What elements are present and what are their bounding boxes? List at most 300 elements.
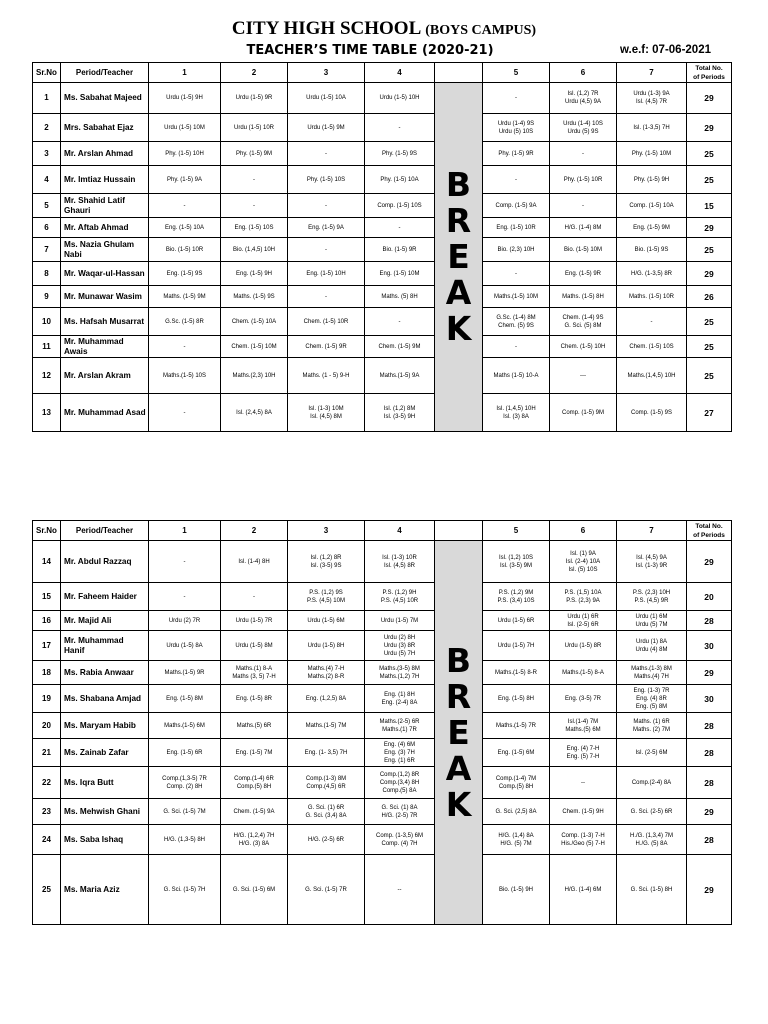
period-entry: Urdu (1-5) 10H bbox=[379, 95, 420, 101]
period-entry: Isl. (1-3) 10M bbox=[308, 405, 344, 412]
period-cell bbox=[617, 394, 687, 432]
period-cell bbox=[365, 83, 435, 114]
period-entry: H./G. (5) 8A bbox=[635, 840, 668, 847]
total-periods: 28 bbox=[687, 767, 732, 799]
break-letter: B bbox=[445, 640, 472, 680]
teacher-name: Mr. Waqar-ul-Hassan bbox=[61, 262, 149, 286]
period-entry: Urdu (1-3) 9A bbox=[633, 91, 670, 97]
period-cell bbox=[550, 631, 617, 661]
teacher-name: Ms. Zainab Zafar bbox=[61, 739, 149, 767]
period-cell bbox=[617, 83, 687, 114]
period-cell bbox=[550, 661, 617, 685]
period-entry: Isl. (1) 9A bbox=[570, 550, 596, 557]
teacher-row bbox=[33, 336, 732, 358]
period-cell bbox=[149, 114, 221, 142]
period-cell bbox=[617, 661, 687, 685]
period-cell bbox=[617, 308, 687, 336]
teacher-name: Mr. Imtiaz Hussain bbox=[61, 166, 149, 194]
period-cell bbox=[149, 767, 221, 799]
period-entry: P.S. (3,4) 10S bbox=[497, 597, 535, 604]
period-entry: Comp.(1-3) 8M bbox=[305, 775, 347, 782]
total-periods: 30 bbox=[687, 685, 732, 713]
period-cell bbox=[149, 83, 221, 114]
total-periods: 29 bbox=[687, 661, 732, 685]
period-entry: Urdu (1-5) 7R bbox=[235, 617, 273, 624]
period-entry: Urdu (1-5) 9R bbox=[235, 95, 273, 101]
period-entry: Maths.(2-5) 6R bbox=[379, 718, 420, 725]
period-entry: Maths.(1,4,5) 10H bbox=[627, 372, 676, 379]
period-cell bbox=[365, 685, 435, 713]
period-cell bbox=[221, 825, 288, 855]
period-entry: Urdu (5) 10S bbox=[498, 128, 534, 135]
header-period: 7 bbox=[617, 63, 687, 83]
period-entry: Urdu (2) 8H bbox=[383, 634, 416, 641]
serial-number: 22 bbox=[33, 767, 61, 799]
period-entry: - bbox=[325, 150, 327, 157]
serial-number: 7 bbox=[33, 238, 61, 262]
total-periods: 29 bbox=[687, 541, 732, 583]
period-cell bbox=[221, 83, 288, 114]
period-entry: Eng. (1-5) 9S bbox=[166, 270, 203, 277]
header-period: 5 bbox=[483, 63, 550, 83]
period-cell bbox=[221, 394, 288, 432]
period-cell bbox=[288, 631, 365, 661]
period-entry: H/G. (1-4) 8M bbox=[564, 224, 602, 231]
period-entry: H/G. (1,3-5) 8H bbox=[163, 836, 205, 843]
total-periods: 29 bbox=[687, 218, 732, 238]
period-cell bbox=[483, 358, 550, 394]
period-entry: Bio. (1-5) 9S bbox=[634, 246, 669, 253]
period-cell bbox=[617, 218, 687, 238]
period-cell bbox=[221, 661, 288, 685]
period-cell bbox=[288, 855, 365, 925]
period-entry: - bbox=[398, 124, 401, 131]
period-entry: Urdu (1-5) 9M bbox=[307, 124, 345, 131]
period-entry: Comp. (1-5) 10A bbox=[629, 202, 674, 209]
header-period: 5 bbox=[483, 521, 550, 541]
period-entry: Comp.(5) 8H bbox=[498, 783, 534, 790]
period-cell bbox=[288, 286, 365, 308]
period-cell bbox=[221, 799, 288, 825]
period-cell bbox=[483, 631, 550, 661]
teacher-name: Mr. Shahid Latif Ghauri bbox=[61, 194, 149, 218]
teacher-name: Ms. Maryam Habib bbox=[61, 713, 149, 739]
period-cell bbox=[149, 286, 221, 308]
period-entry: Comp. (1-5) 9A bbox=[495, 202, 537, 209]
period-entry: Isl. (1-3,5) 7H bbox=[633, 124, 670, 131]
period-cell bbox=[149, 394, 221, 432]
serial-number: 18 bbox=[33, 661, 61, 685]
teacher-name: Ms. Saba Ishaq bbox=[61, 825, 149, 855]
period-entry: - bbox=[325, 293, 327, 300]
period-entry: Maths.(2,3) 10H bbox=[232, 372, 276, 379]
period-cell bbox=[221, 308, 288, 336]
period-entry: G. Sci. (5) 8M bbox=[564, 322, 602, 329]
period-entry: Phy. (1-5) 10S bbox=[306, 176, 346, 183]
period-entry: Eng. (1-5) 8H bbox=[497, 695, 534, 702]
period-entry: Bio. (1-5) 9R bbox=[382, 246, 417, 253]
period-entry: Eng. (4) 8R bbox=[636, 695, 667, 702]
period-entry: Urdu (5) 7H bbox=[383, 650, 416, 657]
period-entry: Phy. (1-5) 10H bbox=[165, 150, 204, 157]
period-cell bbox=[550, 611, 617, 631]
period-entry: - bbox=[650, 318, 653, 325]
period-entry: H/G. (2-5) 7R bbox=[381, 812, 418, 819]
period-entry: Isl. (1,2) 7R bbox=[567, 91, 599, 97]
teacher-row bbox=[33, 799, 732, 825]
period-entry: Eng. (1-3) 7R bbox=[633, 687, 670, 694]
period-entry: Eng. (1) 8H bbox=[384, 691, 415, 698]
header-row bbox=[33, 63, 732, 83]
period-entry: - bbox=[582, 202, 584, 209]
period-cell bbox=[221, 262, 288, 286]
teacher-name: Mr. Muhammad Awais bbox=[61, 336, 149, 358]
total-periods: 25 bbox=[687, 308, 732, 336]
period-cell bbox=[288, 799, 365, 825]
teacher-row bbox=[33, 661, 732, 685]
period-cell bbox=[149, 358, 221, 394]
period-cell bbox=[550, 713, 617, 739]
period-cell bbox=[365, 262, 435, 286]
teacher-row bbox=[33, 218, 732, 238]
period-entry: Urdu (3) 8R bbox=[383, 642, 416, 649]
period-cell bbox=[483, 394, 550, 432]
period-cell bbox=[550, 238, 617, 262]
serial-number: 13 bbox=[33, 394, 61, 432]
period-entry: Maths.(1-5) 9R bbox=[164, 669, 205, 676]
period-cell bbox=[149, 631, 221, 661]
period-entry: Urdu (1-5) 7M bbox=[380, 617, 419, 624]
header-srno: Sr.No bbox=[33, 63, 61, 83]
period-entry: Eng. (1-5) 6M bbox=[497, 749, 535, 756]
period-entry: Comp. (1-5) 9S bbox=[630, 409, 672, 416]
period-entry: Urdu (5) 7M bbox=[635, 621, 668, 628]
period-entry: Urdu (1-4) 9S bbox=[497, 120, 535, 127]
serial-number: 6 bbox=[33, 218, 61, 238]
period-entry: Urdu (1-5) 6R bbox=[497, 617, 535, 624]
header-period: 4 bbox=[365, 521, 435, 541]
period-entry: Comp. (1-5) 9M bbox=[561, 409, 604, 416]
header-break-gap bbox=[435, 521, 483, 541]
period-cell bbox=[617, 166, 687, 194]
period-entry: Eng. (1-5) 10R bbox=[496, 224, 536, 231]
period-entry: Isl. (1-3) 10R bbox=[382, 554, 417, 561]
teacher-name: Ms. Mehwish Ghani bbox=[61, 799, 149, 825]
break-letter: A bbox=[445, 273, 472, 312]
period-cell bbox=[617, 583, 687, 611]
period-entry: Maths. (1-5) 9S bbox=[233, 293, 275, 300]
period-cell bbox=[365, 583, 435, 611]
period-entry: Bio. (1-5) 9H bbox=[498, 886, 533, 893]
period-cell bbox=[617, 238, 687, 262]
header-total-line1: Total No. bbox=[695, 522, 723, 530]
period-cell bbox=[288, 583, 365, 611]
period-entry: G. Sci. (3,4) 8A bbox=[305, 812, 347, 819]
break-letter: K bbox=[445, 784, 472, 824]
period-entry: H/G. (3) 8A bbox=[238, 840, 270, 847]
period-entry: Eng. (1-5) 9R bbox=[564, 270, 601, 277]
period-cell bbox=[221, 739, 288, 767]
period-entry: Maths. (2) 7M bbox=[632, 726, 670, 733]
period-entry: - bbox=[515, 176, 517, 183]
break-column bbox=[435, 83, 483, 432]
period-cell bbox=[149, 713, 221, 739]
period-cell bbox=[483, 541, 550, 583]
period-cell bbox=[617, 799, 687, 825]
period-cell bbox=[221, 541, 288, 583]
period-entry: Urdu (1) 8A bbox=[635, 638, 667, 645]
period-cell bbox=[617, 194, 687, 218]
period-entry: P.S. (1,2) 9H bbox=[382, 589, 417, 596]
period-cell bbox=[221, 238, 288, 262]
period-entry: Isl. (3-5) 9S bbox=[310, 562, 342, 569]
period-cell bbox=[365, 394, 435, 432]
period-cell bbox=[221, 218, 288, 238]
period-cell bbox=[288, 739, 365, 767]
teacher-row bbox=[33, 825, 732, 855]
period-entry: Maths (1-5) 10-A bbox=[493, 372, 539, 379]
period-entry: Urdu (4) 8M bbox=[635, 646, 668, 653]
header-period: 7 bbox=[617, 521, 687, 541]
period-entry: Maths. (1 - 5) 9-H bbox=[302, 372, 350, 379]
period-entry: Isl. (2,4,5) 8A bbox=[236, 409, 272, 416]
period-entry: Eng. (1-5) 9A bbox=[308, 224, 344, 231]
period-entry: Maths (3, 5) 7-H bbox=[232, 673, 276, 680]
period-entry: Maths.(1-5) 9A bbox=[379, 372, 420, 379]
serial-number: 12 bbox=[33, 358, 61, 394]
header-period: 4 bbox=[365, 63, 435, 83]
period-entry: G. Sci. (1) 8A bbox=[381, 804, 418, 811]
serial-number: 4 bbox=[33, 166, 61, 194]
period-entry: Urdu (2) 7R bbox=[168, 617, 201, 624]
period-cell bbox=[365, 661, 435, 685]
period-entry: -- bbox=[397, 886, 402, 893]
period-entry: Maths.(1-3) 8M bbox=[631, 665, 672, 672]
teacher-row bbox=[33, 166, 732, 194]
period-cell bbox=[550, 825, 617, 855]
period-cell bbox=[365, 142, 435, 166]
period-entry: Isl. (4,5) 8M bbox=[310, 413, 342, 420]
period-cell bbox=[617, 855, 687, 925]
period-cell bbox=[365, 238, 435, 262]
total-periods: 25 bbox=[687, 238, 732, 262]
period-cell bbox=[288, 336, 365, 358]
teacher-row bbox=[33, 855, 732, 925]
period-cell bbox=[365, 308, 435, 336]
total-periods: 26 bbox=[687, 286, 732, 308]
serial-number: 19 bbox=[33, 685, 61, 713]
period-entry: Eng. (1-5) 10A bbox=[164, 224, 205, 231]
period-entry: Isl. (3-5) 9H bbox=[383, 413, 416, 420]
period-entry: Eng. (5) 7-H bbox=[566, 753, 600, 760]
period-cell bbox=[221, 142, 288, 166]
period-cell bbox=[617, 114, 687, 142]
period-cell bbox=[288, 262, 365, 286]
period-cell bbox=[288, 713, 365, 739]
period-entry: Urdu (5) 9S bbox=[567, 128, 599, 135]
period-entry: Maths.(1) 8-A bbox=[235, 665, 273, 672]
teacher-row bbox=[33, 685, 732, 713]
period-entry: Comp.(1-4) 7M bbox=[495, 775, 537, 782]
period-cell bbox=[483, 661, 550, 685]
total-periods: 29 bbox=[687, 114, 732, 142]
serial-number: 10 bbox=[33, 308, 61, 336]
period-entry: Urdu (4,5) 9A bbox=[564, 99, 601, 105]
period-cell bbox=[550, 394, 617, 432]
period-entry: Urdu (1-5) 9H bbox=[166, 95, 203, 101]
teacher-row bbox=[33, 583, 732, 611]
period-entry: Chem. (1-5) 9R bbox=[305, 343, 347, 350]
period-cell bbox=[483, 83, 550, 114]
teacher-name: Ms. Rabia Anwaar bbox=[61, 661, 149, 685]
period-cell bbox=[149, 541, 221, 583]
period-cell bbox=[149, 336, 221, 358]
period-entry: Phy. (1-5) 9R bbox=[498, 150, 534, 157]
period-cell bbox=[617, 262, 687, 286]
period-cell bbox=[617, 336, 687, 358]
total-periods: 25 bbox=[687, 358, 732, 394]
period-entry: G. Sci. (1-5) 7R bbox=[305, 886, 347, 893]
total-periods: 29 bbox=[687, 855, 732, 925]
period-cell bbox=[221, 767, 288, 799]
period-entry: Phy. (1-5) 9S bbox=[382, 150, 417, 157]
total-periods: 29 bbox=[687, 83, 732, 114]
total-periods: 15 bbox=[687, 194, 732, 218]
period-cell bbox=[221, 286, 288, 308]
period-entry: Eng. (1-5) 8R bbox=[235, 695, 272, 702]
period-entry: P.S. (1,2) 9S bbox=[309, 589, 343, 596]
period-cell bbox=[149, 218, 221, 238]
period-cell bbox=[149, 685, 221, 713]
period-entry: Chem. (1-5) 10S bbox=[629, 343, 674, 350]
period-cell bbox=[550, 855, 617, 925]
period-entry: Maths.(1-5) 6M bbox=[164, 722, 205, 729]
period-cell bbox=[550, 358, 617, 394]
period-cell bbox=[365, 855, 435, 925]
teacher-row bbox=[33, 394, 732, 432]
period-cell bbox=[483, 713, 550, 739]
period-cell bbox=[483, 218, 550, 238]
break-letter: K bbox=[445, 309, 472, 348]
period-cell bbox=[288, 685, 365, 713]
header-total-line2: of Periods bbox=[693, 531, 725, 539]
teacher-name: Mrs. Sabahat Ejaz bbox=[61, 114, 149, 142]
period-entry: Eng. (3) 7H bbox=[384, 749, 415, 756]
period-entry: G. Sci. (2,5) 8A bbox=[495, 808, 537, 815]
period-cell bbox=[365, 218, 435, 238]
period-entry: Maths.(5) 6R bbox=[236, 722, 272, 729]
period-cell bbox=[288, 194, 365, 218]
period-entry: --- bbox=[580, 372, 586, 379]
teacher-name: Ms. Shabana Amjad bbox=[61, 685, 149, 713]
total-periods: 30 bbox=[687, 631, 732, 661]
header-period: 6 bbox=[550, 521, 617, 541]
period-cell bbox=[288, 238, 365, 262]
period-cell bbox=[483, 767, 550, 799]
period-entry: Eng. (4) 7-H bbox=[566, 745, 600, 752]
period-entry: Eng. (3-5) 7R bbox=[564, 695, 601, 702]
break-letter: R bbox=[445, 676, 472, 716]
period-entry: Comp.(3,4) 8H bbox=[379, 779, 420, 786]
period-cell bbox=[483, 142, 550, 166]
teacher-row bbox=[33, 541, 732, 583]
period-entry: - bbox=[253, 176, 255, 183]
period-entry: - bbox=[253, 202, 255, 209]
period-entry: Isl. (3) 8A bbox=[503, 413, 529, 420]
period-entry: H/G. (5) 7M bbox=[500, 840, 532, 847]
period-cell bbox=[483, 308, 550, 336]
timetable-part-1 bbox=[32, 62, 732, 432]
period-cell bbox=[483, 685, 550, 713]
period-cell bbox=[288, 541, 365, 583]
teacher-name: Ms. Nazia Ghulam Nabi bbox=[61, 238, 149, 262]
teacher-row bbox=[33, 194, 732, 218]
period-entry: Isl. (4,5) 8R bbox=[383, 562, 415, 569]
total-periods: 28 bbox=[687, 713, 732, 739]
period-entry: Maths.(1-5) 7R bbox=[495, 722, 536, 729]
period-cell bbox=[617, 541, 687, 583]
period-cell bbox=[550, 83, 617, 114]
period-cell bbox=[483, 855, 550, 925]
period-entry: Phy. (1-5) 10M bbox=[631, 150, 672, 157]
period-entry: Eng. (1-5) 7M bbox=[235, 749, 273, 756]
period-entry: Maths. (1) 6R bbox=[633, 718, 670, 725]
period-entry: Chem. (1-5) 9M bbox=[378, 343, 421, 350]
teacher-name: Mr. Majid Ali bbox=[61, 611, 149, 631]
period-cell bbox=[483, 262, 550, 286]
period-entry: P.S. (2,3) 9A bbox=[566, 597, 600, 604]
period-cell bbox=[365, 358, 435, 394]
serial-number: 15 bbox=[33, 583, 61, 611]
period-entry: P.S. (4,5) 9R bbox=[634, 597, 669, 604]
period-entry: G. Sci. (1) 6R bbox=[307, 804, 345, 811]
period-cell bbox=[617, 713, 687, 739]
period-entry: Isl. (1,2) 10S bbox=[498, 554, 533, 561]
period-cell bbox=[288, 661, 365, 685]
period-cell bbox=[221, 194, 288, 218]
period-cell bbox=[149, 194, 221, 218]
school-title bbox=[0, 18, 768, 40]
period-cell bbox=[617, 358, 687, 394]
teacher-row bbox=[33, 631, 732, 661]
serial-number: 24 bbox=[33, 825, 61, 855]
period-entry: Comp. (4) 7H bbox=[381, 840, 418, 847]
period-entry: Isl. (1-4) 8H bbox=[238, 558, 270, 565]
period-entry: - bbox=[582, 150, 584, 157]
serial-number: 5 bbox=[33, 194, 61, 218]
teacher-row bbox=[33, 238, 732, 262]
period-entry: G. Sci. (1-5) 8H bbox=[630, 886, 673, 893]
total-periods: 28 bbox=[687, 739, 732, 767]
period-entry: Eng. (2-4) 8A bbox=[381, 699, 418, 706]
period-entry: Maths.(3-5) 8M bbox=[379, 665, 420, 672]
period-cell bbox=[221, 114, 288, 142]
period-cell bbox=[483, 166, 550, 194]
period-cell bbox=[483, 194, 550, 218]
teacher-name: Ms. Sabahat Majeed bbox=[61, 83, 149, 114]
period-cell bbox=[221, 713, 288, 739]
period-entry: Maths.(4) 7H bbox=[634, 673, 669, 680]
school-name: CITY HIGH SCHOOL bbox=[231, 18, 422, 39]
period-entry: Chem. (1-5) 10R bbox=[303, 318, 349, 325]
period-entry: - bbox=[183, 593, 186, 600]
teacher-row bbox=[33, 142, 732, 166]
serial-number: 9 bbox=[33, 286, 61, 308]
serial-number: 8 bbox=[33, 262, 61, 286]
period-entry: Urdu (1-5) 10M bbox=[164, 124, 205, 131]
period-entry: - bbox=[398, 318, 401, 325]
teacher-name: Ms. Maria Aziz bbox=[61, 855, 149, 925]
